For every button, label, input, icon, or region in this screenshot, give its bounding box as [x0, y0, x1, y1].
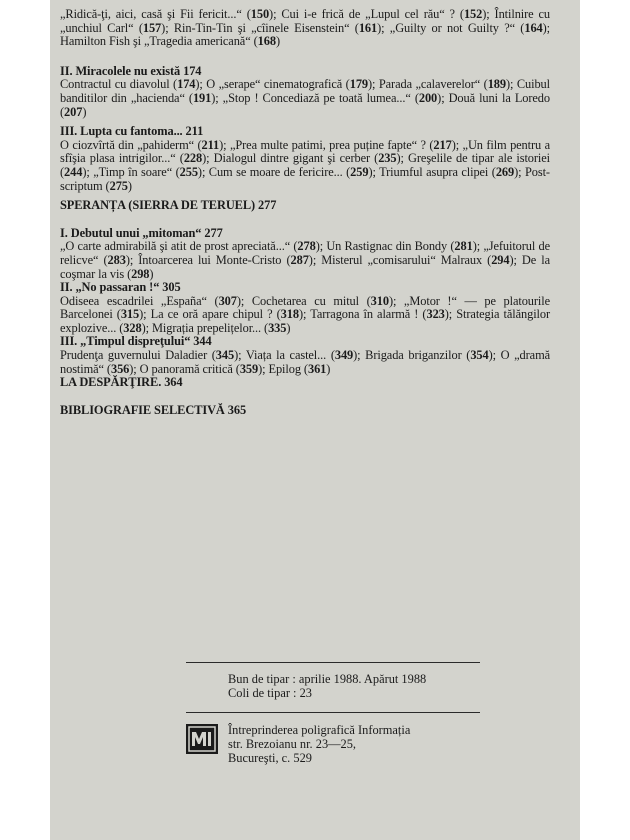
toc-entry: ; Rin-Tin-Tin şi „cîinele Eisenstein“ [165, 20, 350, 35]
page-number: 283 [107, 252, 126, 267]
page-number: 217 [433, 137, 452, 152]
toc-entry: ; Triumful asupra clipei [372, 164, 489, 179]
toc-entry: ; Întoarcerea lui Monte-Cristo [129, 252, 282, 267]
section-entries: O ciozvîrtă din „pahiderm“ (211); „Prea multe patimi, prea puține fapte“ ? (217); „Un film pentru a sfîşia plasa intrigilor...“ (228); Dialogul dintre gigant şi cerber (235); Greşelile de tipar ale istoriei (244); „Timp în soare“ (255); Cum se moare de fericire... (259); Triumful asupra clipei (269); Post-scriptum (275) [60, 137, 550, 193]
printer-info [228, 723, 410, 765]
section-entries: Contractul cu diavolul (174); O „serape“ cinematografică (179); Parada „calaverelor“ (189); Cuibul banditilor din „hacienda“ (191); „Stop ! Concediază pe toată lumea...“ (200); Două luni la Loredo (207) [60, 77, 550, 119]
toc-entry: ; Parada „calaverelor“ [372, 77, 481, 92]
toc-entry: ; „Jefuitorul de relicve“ [60, 239, 550, 267]
page-number: 161 [358, 20, 378, 35]
farewell-heading: LA DESPĂRŢIRE. 364 [60, 375, 183, 390]
page-number: 328 [123, 320, 142, 335]
page-number: 275 [109, 178, 128, 193]
toc-entry: ; „Un film pentru a sfîşia plasa intrigilor...“ [60, 137, 550, 166]
print-sheets: Coli de tipar : 23 [228, 686, 312, 700]
page-number: 244 [64, 164, 83, 179]
printer-address: str. Brezoianu nr. 23—25, [228, 737, 357, 751]
toc-entry: ; Două luni la Loredo [441, 90, 550, 105]
page-number: 207 [64, 104, 83, 119]
page-number: 164 [524, 20, 543, 35]
toc-entry: ; Un Rastignac din Bondy [319, 239, 448, 254]
section-heading: III. Lupta cu fantoma... 211 [60, 124, 204, 139]
toc-entry: ; Epilog [262, 361, 301, 376]
page-number: 235 [378, 151, 397, 166]
toc-entry: ; De la coşmar la vis [60, 252, 551, 281]
section-heading: II. „No passaran !“ 305 [60, 280, 181, 295]
page-number: 349 [334, 348, 354, 363]
toc-entry: ; Cum se moare de fericire... [201, 164, 343, 179]
toc-entry: ; Post-scriptum [60, 164, 550, 193]
toc-entry: ; O „dramă nostimă“ [60, 348, 551, 376]
page-number: 359 [239, 361, 259, 376]
page-number: 168 [257, 34, 276, 49]
page-number: 211 [201, 137, 220, 152]
toc-entry: ; „Motor !“ — pe platourile Barcelonei [60, 293, 550, 322]
toc-entry: ; Cochetarea cu mitul [240, 293, 359, 308]
print-date: Bun de tipar : aprilie 1988. Apărut 1988 [228, 672, 427, 686]
page-number: 255 [179, 164, 198, 179]
toc-entry: ; Cuibul banditilor din „hacienda“ [60, 77, 550, 105]
page-number: 269 [495, 164, 515, 179]
page-number: 200 [418, 90, 438, 105]
page-number: 150 [250, 7, 270, 21]
page-number: 189 [487, 77, 506, 92]
page-number: 354 [470, 348, 489, 363]
section-entries: Odiseea escadrilei „España“ (307); Cochetarea cu mitul (310); „Motor !“ — pe platourile Barcelonei (315); La ce oră apare chipul ? (318); Tarragona în alarmă ! (323); Strategia tălăngilor explozive... (328); Migrația prepelițelor... (335) [60, 293, 551, 335]
page-number: 179 [349, 77, 369, 92]
toc-entry: Odiseea escadrilei „España“ [60, 293, 207, 308]
page-number: 361 [307, 361, 327, 376]
table-of-contents [60, 0, 550, 417]
toc-entry: ; Migrația prepelițelor... [145, 320, 262, 335]
toc-entry: ; Întilnire cu „unchiul Carl“ [60, 7, 550, 35]
printing-house-logo-icon [186, 724, 218, 754]
page-number: 318 [280, 307, 299, 322]
toc-entry: ; Misterul „comisarului“ Malraux [312, 252, 483, 267]
page-number: 335 [268, 320, 287, 335]
toc-entry: ; „Stop ! Concediază pe toată lumea...“ [215, 90, 411, 105]
toc-entry: Contractul cu diavolul [60, 77, 170, 92]
page-number: 157 [142, 20, 162, 35]
section-heading: III. „Timpul dispreţului“ 344 [60, 334, 212, 349]
colophon-rule-top [186, 662, 480, 663]
page-number: 323 [426, 307, 445, 322]
page-number: 278 [297, 239, 316, 254]
part-heading: SPERANȚA (SIERRA DE TERUEL) 277 [60, 198, 277, 213]
page-number: 315 [120, 307, 140, 322]
toc-entry: ; Strategia tălăngilor explozive... [60, 307, 551, 335]
toc-entry: Prudenţa guvernului Daladier [60, 348, 208, 363]
toc-entry: ; Tarragona în alarmă ! [303, 307, 419, 322]
section-entries: „O carte admirabilă şi atit de prost apreciată...“ (278); Un Rastignac din Bondy (281); „Jefuitorul de relicve“ (283); Întoarcerea lui Monte-Cristo (287); Misterul „comisarului“ Malraux (294); De la coşmar la vis (298) [60, 239, 551, 281]
section-entries: Prudenţa guvernului Daladier (345); Viața la castel... (349); Brigada briganzilor (354); O „dramă nostimă“ (356); O panoramă critică (359); Epilog (361) [60, 348, 551, 376]
toc-entry: ; Dialogul dintre gigant şi cerber [206, 151, 370, 166]
page-number: 287 [290, 252, 309, 267]
toc-entry: „O carte admirabilă şi atit de prost apreciată...“ [60, 239, 291, 254]
toc-continuation: „Ridică-ţi, aici, casă şi Fii fericit...“ (150); Cui i-e frică de „Lupul cel rău“ ? (152); Întilnire cu „unchiul Carl“ (157); Rin-Tin-Tin şi „cîinele Eisenstein“ (161); „Guilty or not Guilty ?“ (164); Hamilton Fish şi „Tragedia americană“ (168) [60, 7, 551, 49]
toc-entry: ; Greşelile de tipar ale istoriei [400, 151, 550, 166]
toc-entry: ; „Prea multe patimi, prea puține fapte“ ? [223, 137, 426, 152]
page-number: 356 [110, 361, 130, 376]
printer-city: Bucureşti, c. 529 [228, 751, 312, 765]
page-number: 307 [218, 293, 237, 308]
section-heading: I. Debutul unui „mitoman“ 277 [60, 225, 223, 240]
toc-entry: ; Hamilton Fish şi „Tragedia americană“ [60, 20, 551, 49]
page-number: 345 [215, 348, 235, 363]
toc-entry: ; „Guilty or not Guilty ?“ [381, 20, 515, 35]
print-colophon [228, 672, 426, 700]
toc-entry: „Ridică-ţi, aici, casă şi Fii fericit...“ [60, 7, 242, 21]
bibliography-heading: BIBLIOGRAFIE SELECTIVĂ 365 [60, 402, 247, 417]
toc-entry: ; O „serape“ cinematografică [199, 77, 343, 92]
page-number: 298 [131, 266, 150, 281]
page-number: 228 [183, 151, 203, 166]
page-number: 259 [350, 164, 369, 179]
page-number: 191 [192, 90, 212, 105]
toc-entry: ; La ce oră apare chipul ? [143, 307, 273, 322]
section-heading: II. Miracolele nu există 174 [60, 63, 202, 78]
page-number: 152 [463, 7, 483, 21]
toc-entry: ; Brigada briganzilor [357, 348, 462, 363]
toc-entry: ; „Timp în soare“ [86, 164, 173, 179]
toc-entry: ; O panoramă critică [133, 361, 233, 376]
page-number: 174 [177, 77, 196, 92]
page-number: 294 [491, 252, 510, 267]
toc-entry: O ciozvîrtă din „pahiderm“ [60, 137, 195, 152]
printer-name: Întreprinderea poligrafică Informația [228, 723, 411, 737]
page-number: 310 [370, 293, 389, 308]
toc-entry: ; Cui i-e frică de „Lupul cel rău“ ? [273, 7, 455, 21]
page-number: 281 [454, 239, 473, 254]
colophon-rule-bottom [186, 712, 480, 713]
toc-entry: ; Viața la castel... [238, 348, 327, 363]
